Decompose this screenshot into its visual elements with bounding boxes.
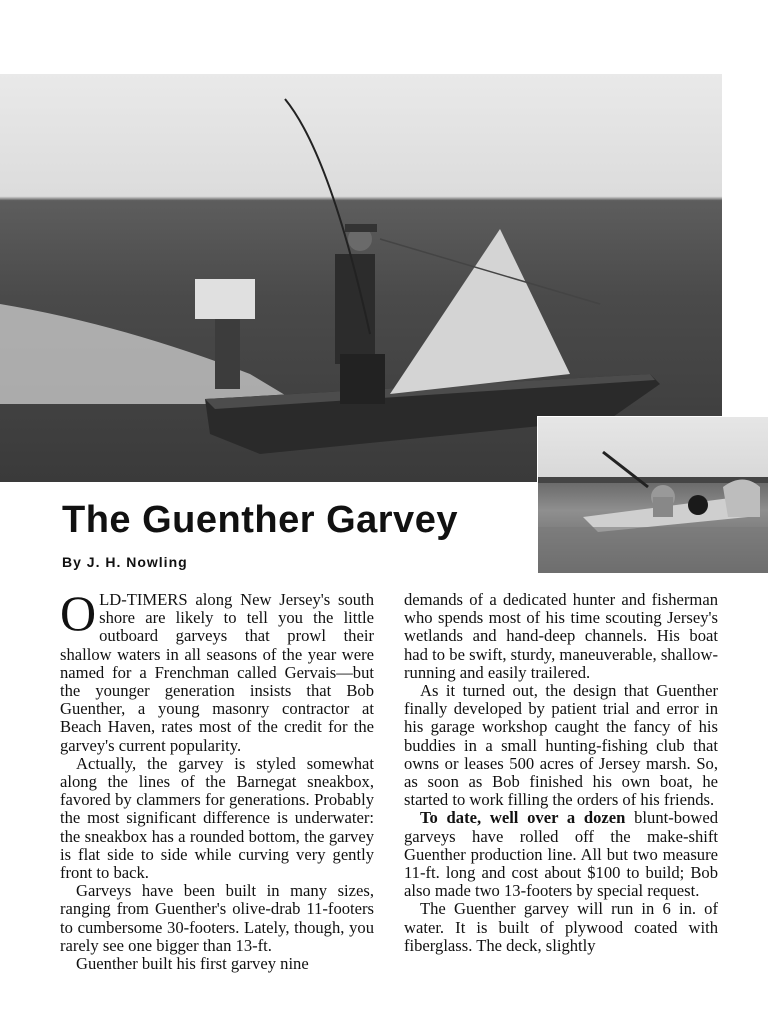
article-column-left bbox=[60, 585, 374, 974]
drop-cap: O bbox=[60, 585, 97, 641]
article-title: The Guenther Garvey bbox=[62, 499, 458, 541]
paragraph bbox=[60, 585, 374, 755]
paragraph-text: LD-TIMERS along New Jersey's south shore are likely to tell you the little outboard garveys that prowl their shallow waters in all seasons of the year were named for a Frenchman called Gervais—but the younger generation insists that Bob Guenther, a young masonry contractor at Beach Haven, rates most of the credit for the garvey's current popularity. bbox=[60, 590, 374, 755]
paragraph: The Guenther garvey will run in 6 in. of water. It is built of plywood coated with fiberglass. The deck, slightly bbox=[404, 899, 718, 955]
paragraph: demands of a dedicated hunter and fisherman who spends most of his time scouting Jersey's wetlands and hand-deep channels. His boat had to be swift, sturdy, maneuverable, shallow-running and easily trailered. bbox=[404, 590, 718, 682]
paragraph: Garveys have been built in many sizes, ranging from Guenther's olive-drab 11-footers to cumbersome 30-footers. Lately, though, you rarely see one bigger than 13-ft. bbox=[60, 881, 374, 955]
byline: By J. H. Nowling bbox=[62, 554, 188, 570]
paragraph: As it turned out, the design that Guenther finally developed by patient trial and error in his garage workshop caught the fancy of his buddies in a small hunting-fishing club that owns or leases 500 acres of Jersey marsh. So, as soon as Bob finished his own boat, he started to work filling the orders of his friends. bbox=[404, 681, 718, 810]
hunter-illustration bbox=[538, 417, 768, 573]
paragraph-text: blunt-bowed garveys have rolled off the make-shift Guenther production line. All but two measure 11-ft. long and cost about $100 to build; Bob also made two 13-footers by special request. bbox=[404, 808, 718, 901]
article-column-right bbox=[404, 591, 718, 955]
inset-photo bbox=[537, 416, 768, 573]
paragraph: Actually, the garvey is styled somewhat along the lines of the Barnegat sneakbox, favored by clammers for generations. Probably the most significant difference is underwater: the sneakbox has a rounded bottom, the garvey is flat side to side while curving very gently front to back. bbox=[60, 753, 374, 883]
paragraph: Guenther built his first garvey nine bbox=[76, 954, 309, 974]
paragraph bbox=[404, 809, 718, 900]
paragraph-lead: To date, well over a dozen bbox=[420, 808, 626, 828]
